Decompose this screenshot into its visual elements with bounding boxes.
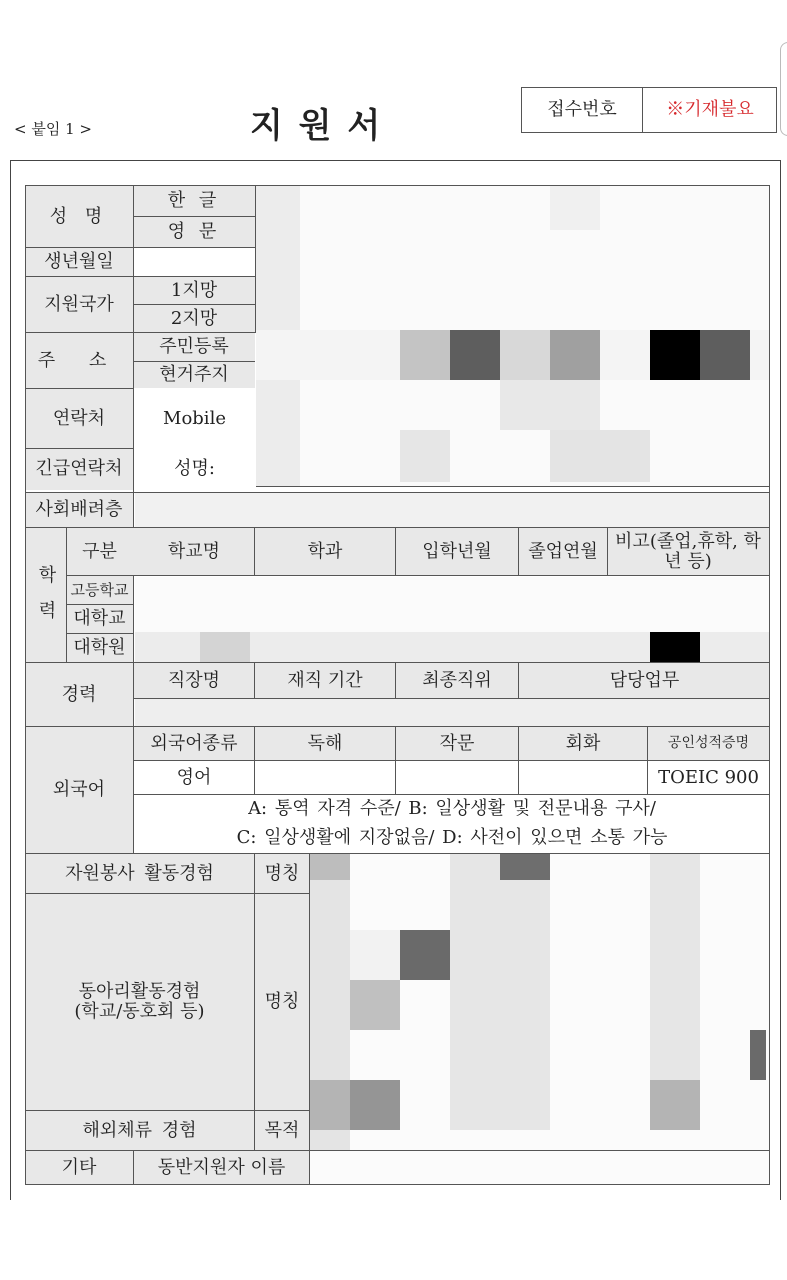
scroll-edge	[780, 42, 787, 136]
address-current-label: 현거주지	[159, 364, 229, 386]
education-row-graduate: 대학원	[73, 637, 126, 659]
page-title: 지 원 서	[250, 106, 383, 146]
name-label: 성 명	[49, 205, 109, 227]
education-header-school: 학교명	[167, 540, 221, 562]
career-header-position: 최종직위	[422, 669, 492, 691]
career-header-company: 직장명	[167, 669, 221, 691]
volunteer-label: 자원봉사 활동경험	[65, 862, 214, 884]
country-label: 지원국가	[44, 293, 114, 315]
birthdate-field[interactable]	[134, 248, 254, 276]
language-english: 영어	[176, 766, 212, 788]
education-header-major: 학과	[307, 540, 343, 562]
etc-label: 기타	[61, 1156, 97, 1178]
volunteer-name-label: 명칭	[264, 862, 300, 884]
name-english-label: 영 문	[167, 221, 221, 243]
language-header-reading: 독해	[307, 732, 343, 754]
contact-mobile-label: Mobile	[163, 407, 226, 429]
language-header-writing: 작문	[439, 732, 475, 754]
club-label-line2: (학교/동호회 등)	[74, 1001, 205, 1022]
language-label: 외국어	[52, 779, 106, 801]
contact-label: 연락처	[52, 407, 106, 429]
language-header-type: 외국어종류	[150, 732, 238, 754]
career-header-period: 재직 기간	[287, 669, 363, 691]
address-label: 주 소	[37, 349, 121, 371]
receipt-note: ※기재불요	[666, 99, 754, 121]
receipt-number-label: 접수번호	[547, 99, 617, 121]
education-header-admission: 입학년월	[422, 540, 492, 562]
education-header-category: 구분	[82, 540, 117, 562]
language-certificate-value: TOEIC 900	[658, 766, 759, 788]
club-name-label: 명칭	[264, 991, 300, 1013]
language-legend-line2: C: 일상생활에 지장없음/ D: 사전이 있으면 소통 가능	[236, 827, 668, 849]
country-first-choice-label: 1지망	[170, 279, 218, 301]
club-label-line1: 동아리활동경험	[78, 981, 201, 1003]
attachment-label: < 붙임 1 >	[14, 120, 92, 138]
education-row-university: 대학교	[73, 608, 126, 630]
social-consideration-label: 사회배려층	[35, 499, 123, 521]
name-korean-label: 한 글	[167, 190, 221, 212]
address-registered-label: 주민등록	[159, 336, 229, 358]
overseas-label: 해외체류 경험	[82, 1119, 197, 1141]
career-label: 경력	[61, 683, 97, 705]
companion-name-label: 동반지원자 이름	[157, 1156, 286, 1178]
country-second-choice-label: 2지망	[170, 307, 218, 329]
education-header-graduation: 졸업연월	[528, 540, 598, 562]
education-label	[25, 528, 66, 662]
education-label-text: 학 력	[35, 565, 57, 625]
language-header-certificate: 공인성적증명	[667, 734, 750, 751]
emergency-name-label: 성명:	[174, 458, 215, 480]
birthdate-label: 생년월일	[44, 251, 114, 273]
education-row-highschool: 고등학교	[70, 580, 129, 599]
club-label	[25, 894, 254, 1110]
language-header-speaking: 회화	[565, 732, 601, 754]
language-legend-line1: A: 통역 자격 수준/ B: 일상생활 및 전문내용 구사/	[248, 798, 656, 820]
career-header-duties: 담당업무	[609, 669, 680, 691]
education-header-remarks: 비고(졸업,휴학, 학년 등)	[615, 530, 761, 572]
emergency-contact-label: 긴급연락처	[35, 458, 123, 480]
overseas-purpose-label: 목적	[264, 1119, 300, 1141]
